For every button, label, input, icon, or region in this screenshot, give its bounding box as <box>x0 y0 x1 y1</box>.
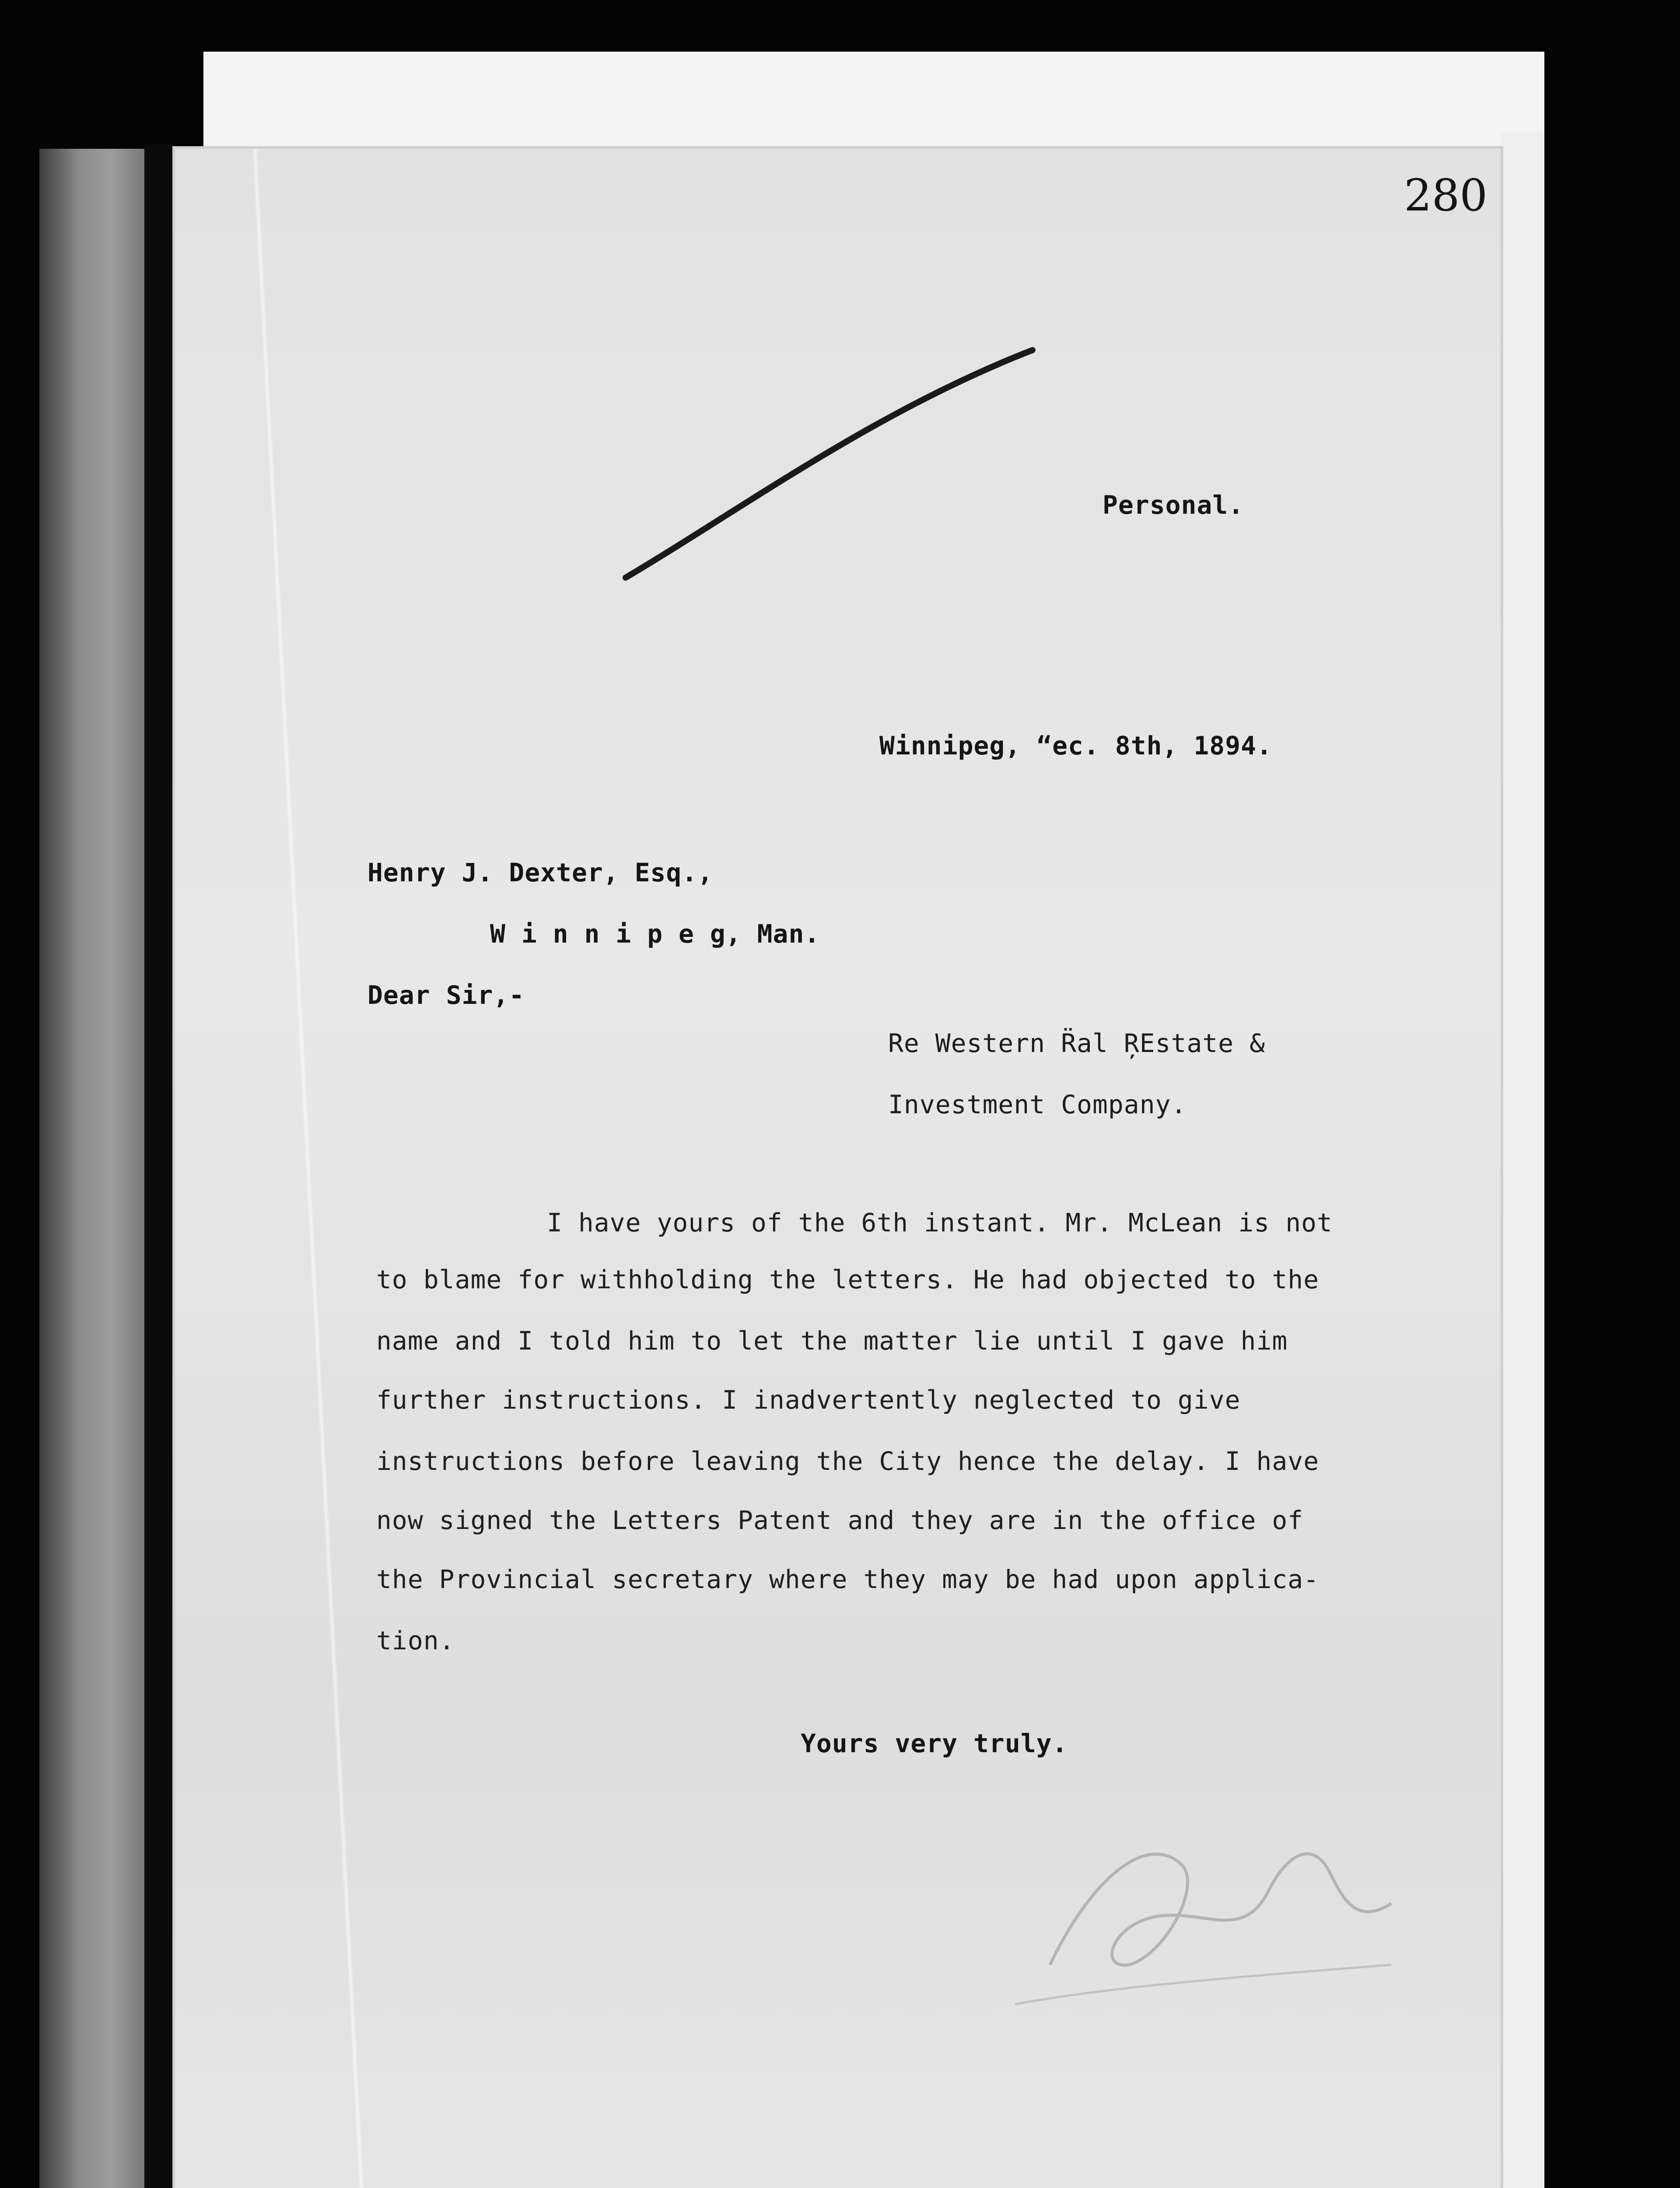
body-line: to blame for withholding the letters. He had objected to the <box>376 1265 1320 1294</box>
page-number: 280 <box>1404 170 1488 221</box>
personal-marking: Personal. <box>1102 490 1244 520</box>
signature <box>998 1759 1418 2039</box>
pen-mark <box>612 341 1050 586</box>
body-line: the Provincial secretary where they may be had upon applica- <box>376 1564 1320 1594</box>
body-line: further instructions. I inadvertently neglected to give <box>376 1385 1241 1415</box>
body-line: now signed the Letters Patent and they are in the office of <box>376 1505 1304 1535</box>
body-line: I have yours of the 6th instant. Mr. McLean is not <box>547 1208 1333 1238</box>
film-dark-band <box>144 144 175 2188</box>
closing: Yours very truly. <box>801 1729 1068 1758</box>
recipient-name: Henry J. Dexter, Esq., <box>368 858 714 887</box>
recipient-city: W i n n i p e g, Man. <box>490 919 820 949</box>
body-line: name and I told him to let the matter lie until I gave him <box>376 1326 1288 1356</box>
paper-right-edge <box>1501 131 1544 2188</box>
salutation: Dear Sir,- <box>368 980 525 1010</box>
subject-line-2: Investment Company. <box>888 1090 1187 1119</box>
body-line: tion. <box>376 1626 455 1655</box>
dateline: Winnipeg, “ec. 8th, 1894. <box>879 731 1272 761</box>
subject-line-1: Re Western R̈al ŖEstate & <box>888 1028 1266 1058</box>
body-line: instructions before leaving the City hence the delay. I have <box>376 1446 1320 1476</box>
